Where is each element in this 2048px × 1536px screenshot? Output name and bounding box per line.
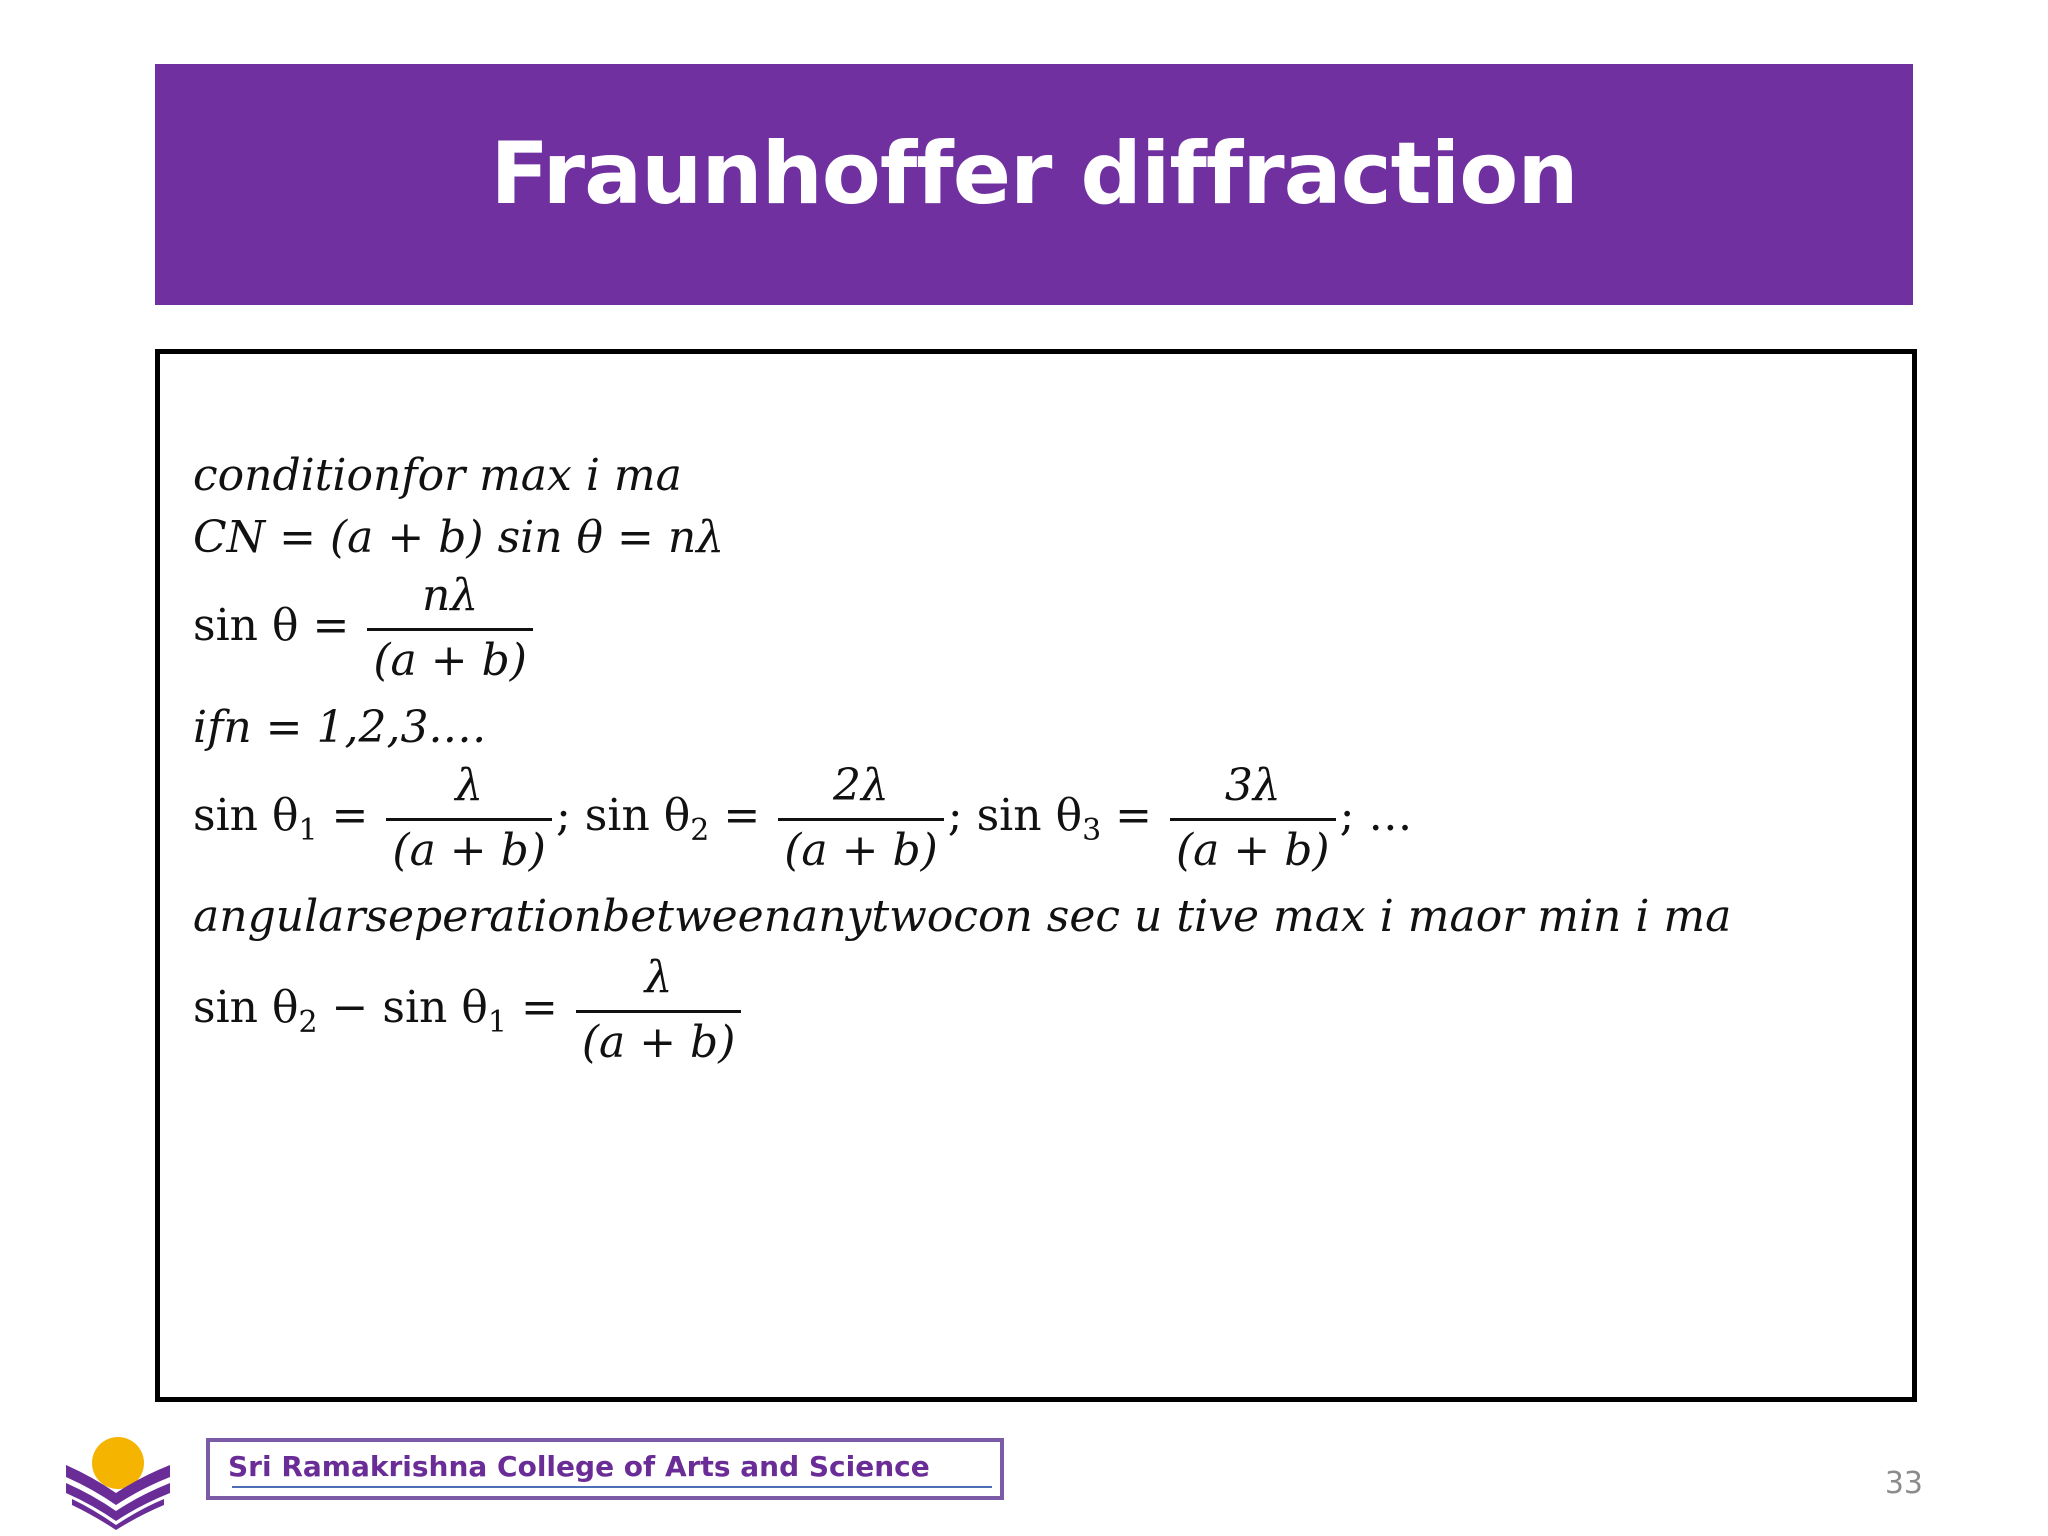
math-line-5-tail: ; …	[1339, 790, 1413, 841]
math-line-5-fraction-1	[386, 760, 552, 876]
math-line-5-numerator-2: 2λ	[778, 764, 944, 821]
math-line-6	[193, 891, 1732, 942]
math-line-1-text: conditionfor max i ma	[193, 450, 682, 501]
math-line-3-lhs: sin θ =	[193, 600, 350, 651]
math-line-5-fraction-3	[1170, 760, 1336, 876]
math-line-4	[193, 702, 487, 753]
math-line-3-denominator: (a + b)	[373, 635, 527, 686]
math-line-7-fraction	[576, 952, 742, 1068]
math-line-4-text: ifn = 1,2,3.…	[193, 702, 487, 753]
math-line-5-numerator-1: λ	[386, 764, 552, 821]
math-line-5-denominator-1: (a + b)	[392, 825, 546, 876]
math-line-7-term-b: − sin θ	[317, 982, 488, 1033]
math-line-5-lhs-1: sin θ	[193, 790, 299, 841]
math-line-1	[193, 450, 682, 501]
college-name: Sri Ramakrishna College of Arts and Science	[228, 1450, 930, 1483]
math-line-5-denominator-2: (a + b)	[784, 825, 938, 876]
math-line-5-denominator-3: (a + b)	[1176, 825, 1330, 876]
math-line-2-text: CN = (a + b) sin θ = nλ	[193, 512, 725, 563]
math-line-3	[193, 570, 537, 686]
math-line-5-eq-2: =	[709, 790, 775, 841]
math-line-5-sub-2: 2	[690, 813, 710, 848]
math-line-5-sub-3: 3	[1082, 813, 1102, 848]
math-line-7-term-a: sin θ	[193, 982, 299, 1033]
math-line-5-lhs-3: ; sin θ	[947, 790, 1083, 841]
math-line-5-fraction-2	[778, 760, 944, 876]
math-line-5	[193, 760, 1413, 876]
math-line-3-fraction	[367, 570, 533, 686]
math-line-5-numerator-3: 3λ	[1170, 764, 1336, 821]
math-line-7-denominator: (a + b)	[581, 1017, 736, 1068]
math-line-6-text: angularseperationbetweenanytwocon sec u tive max i maor min i ma	[193, 891, 1732, 942]
college-banner	[206, 1438, 1004, 1500]
page-number: 33	[1884, 1466, 1923, 1501]
math-line-5-lhs-2: ; sin θ	[555, 790, 691, 841]
math-line-5-eq-1: =	[317, 790, 383, 841]
math-line-7-sub-a: 2	[298, 1005, 318, 1040]
math-line-5-sub-1: 1	[298, 813, 318, 848]
college-logo-icon	[58, 1425, 178, 1530]
math-line-7-eq: =	[506, 982, 572, 1033]
slide-title: Fraunhoffer diffraction	[490, 123, 1578, 224]
math-line-7-sub-b: 1	[487, 1005, 507, 1040]
math-line-7-numerator: λ	[576, 956, 742, 1013]
math-line-5-eq-3: =	[1101, 790, 1166, 841]
math-line-7	[193, 952, 745, 1068]
math-line-2	[193, 512, 725, 563]
title-bar	[155, 64, 1913, 305]
math-line-3-numerator: nλ	[367, 574, 533, 631]
college-banner-underline	[232, 1486, 992, 1488]
